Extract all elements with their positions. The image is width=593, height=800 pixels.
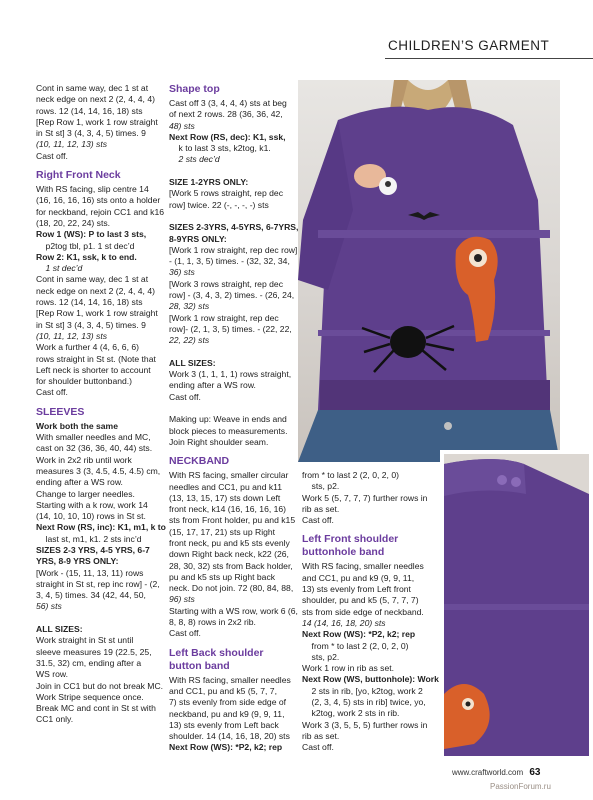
text-line: 3, 4, 5) times. 34 (42, 44, 50, (36, 590, 146, 601)
text-line: 36) sts (169, 267, 195, 278)
text-line: Cast off. (169, 628, 201, 639)
header-rule (385, 58, 593, 59)
text-line: CC1 only. (36, 714, 74, 725)
heading-buttonhole-band: buttonhole band (302, 546, 385, 559)
heading-neckband: NECKBAND (169, 455, 230, 468)
text-line: Row 2: K1, ssk, k to end. (36, 251, 137, 262)
text-line: (2, 3, 4, 5) sts in rib] twice, yo, (302, 697, 426, 708)
text-line: 31.5, 32) cm, ending after a (36, 657, 142, 668)
text-line: SIZE 1-2YRS ONLY: (169, 177, 249, 188)
text-line: from * to last 2 (2, 0, 2, 0) (302, 470, 399, 480)
text-line: (16, 16, 16, 16) sts onto a holder (36, 195, 161, 206)
text-line: 2 sts in rib, [yo, k2tog, work 2 (302, 685, 423, 696)
text-line: With RS facing, smaller circular (169, 470, 289, 481)
text-line: (18, 20, 22, 24) sts. (36, 217, 111, 228)
text-line: Making up: Weave in ends and (169, 414, 287, 425)
heading-left-front-shoulder: Left Front shoulder (302, 533, 399, 546)
text-line: for neckband, rejoin CC1 and k16 (36, 206, 165, 217)
text-line: 14 (14, 16, 18, 20) sts (302, 617, 386, 628)
text-line: WS row. (36, 669, 68, 680)
text-line: neck edge on next 2 (2, 4, 4, 4) (36, 285, 155, 296)
text-line: Work straight in St st until (36, 635, 134, 646)
text-line: [Work 5 rows straight, rep dec (169, 188, 283, 199)
text-line: Next Row (WS, buttonhole): Work (302, 674, 439, 685)
text-line (36, 613, 164, 624)
text-line: shoulder. 14 (14, 16, 18, 20) sts (169, 731, 290, 742)
text-line: Starting with a k row, work 14 (36, 499, 148, 510)
text-line: (15, 17, 17, 21) sts up Right (169, 526, 276, 537)
text-line: and CC1, pu and k5 (5, 7, 7, (169, 685, 277, 696)
text-line: in St st] 3 (4, 3, 4, 5) times. 9 (36, 319, 146, 330)
text-line: down Right back neck, k22 (26, (169, 549, 289, 560)
text-line (169, 166, 289, 177)
heading-button-band: button band (169, 659, 230, 672)
text-line: 13) sts evenly from Left front (302, 584, 411, 595)
left-back-block (169, 675, 289, 754)
text-line (169, 211, 289, 222)
page-number: 63 (529, 767, 541, 778)
text-line: Work 3 (1, 1, 1, 1) rows straight, (169, 369, 292, 380)
text-line: neck. Do not join. 72 (80, 84, 88, (169, 583, 294, 594)
text-line: Work in 2x2 rib until work (36, 454, 132, 465)
text-line: k2tog, work 2 sts in rib. (302, 708, 400, 719)
text-line: 48) sts (169, 120, 195, 131)
text-line: Cast off. (302, 742, 334, 753)
text-line: [Work 3 rows straight, rep dec (169, 278, 283, 289)
text-line: Work 1 row in rib as set. (302, 663, 395, 674)
text-line: Next Row (RS, dec): K1, ssk, (169, 131, 286, 142)
text-line: sts from side edge of neckband. (302, 606, 424, 617)
neckband-block (169, 470, 298, 639)
heading-left-back-shoulder: Left Back shoulder (169, 646, 264, 659)
text-line: (13, 13, 15, 17) sts down Left (169, 492, 281, 503)
text-line: pu and k5 sts up Right back (169, 571, 276, 582)
column-1 (36, 83, 164, 726)
photo-shoulder-detail (440, 450, 593, 760)
text-line: rows straight in St st. (Note that (36, 353, 156, 364)
text-line: Cont in same way, dec 1 st at (36, 274, 149, 285)
text-line: neckband, pu and k9 (9, 9, 11, (169, 708, 285, 719)
text-line: (10, 11, 12, 13) sts (36, 139, 108, 150)
text-line: 28, 30, 32) sts from Back holder, (169, 560, 293, 571)
text-line: Cast off. (302, 515, 334, 526)
text-line (169, 347, 289, 358)
text-line: [Rep Row 1, work 1 row straight (36, 308, 158, 319)
text-line: of next 2 rows. 28 (36, 36, 42, (169, 109, 283, 120)
text-line: [Work 1 row straight, rep dec (169, 312, 279, 323)
text-line: rib as set. (302, 730, 340, 741)
text-line: 28, 32) sts (169, 301, 210, 312)
text-line: - (1, 1, 3, 5) times. - (32, 32, 34, (169, 256, 290, 267)
heading-shape-top: Shape top (169, 83, 220, 95)
text-line: Break MC and cont in St st with (36, 703, 156, 714)
text-line: ending after a WS row. (169, 380, 256, 391)
text-line: With smaller needles and MC, (36, 432, 151, 443)
text-line: YRS, 8-9 YRS ONLY: (36, 556, 119, 567)
text-line: sts, p2. (302, 651, 340, 662)
heading-right-front-neck: Right Front Neck (36, 169, 121, 182)
heading-sleeves: SLEEVES (36, 405, 85, 418)
text-line: straight in St st, rep inc row] - (2, (36, 578, 160, 589)
text-line: needles and CC1, pu and k11 (169, 481, 283, 492)
text-line: SIZES 2-3YRS, 4-5YRS, 6-7YRS, (169, 222, 299, 233)
text-line: [Work - (15, 11, 13, 11) rows (36, 567, 144, 578)
text-line: 13) sts evenly from Left back (169, 719, 279, 730)
text-line: SIZES 2-3 YRS, 4-5 YRS, 6-7 (36, 544, 150, 555)
text-line: cast on 32 (36, 36, 40, 44) sts. (36, 443, 153, 454)
text-line: 56) sts (36, 601, 62, 612)
text-line: ALL SIZES: (36, 624, 83, 635)
text-line: Row 1 (WS): P to last 3 sts, (36, 229, 147, 240)
text-line: (10, 11, 12, 13) sts (36, 330, 108, 341)
text-line: Cast off. (36, 150, 68, 161)
text-line: Starting with a WS row, work 6 (6, (169, 605, 298, 616)
sleeves-block (36, 432, 164, 726)
text-line: sts from Front holder, pu and k15 (169, 515, 296, 526)
shoulder-illustration (444, 454, 589, 756)
text-line: shoulder, pu and k5 (5, 7, 7, 7) (302, 595, 419, 606)
text-line: sts, p2. (302, 481, 340, 492)
text-line: Join Right shoulder seam. (169, 436, 269, 447)
text-line: Work 3 (3, 5, 5, 5) further rows in (302, 719, 428, 730)
text-line: measures 3 (3, 4.5, 4.5, 4.5) cm, (36, 465, 161, 476)
intro-block (36, 83, 164, 162)
column-2 (169, 83, 299, 754)
text-line: 22, 22) sts (169, 335, 210, 346)
section-title: CHILDREN’S GARMENT (388, 38, 550, 53)
text-line: Next Row (WS): *P2, k2; rep (169, 742, 283, 753)
text-line: Change to larger needles. (36, 488, 135, 499)
text-line: Cast off 3 (3, 4, 4, 4) sts at beg (169, 98, 287, 108)
shape-top-block (169, 98, 299, 448)
text-line: for shoulder buttonband.) (36, 376, 133, 387)
text-line: Next Row (WS): *P2, k2; rep (302, 629, 416, 640)
text-line: Work 5 (5, 7, 7, 7) further rows in (302, 492, 428, 503)
text-line: front neck, k14 (16, 16, 16, 16) (169, 504, 287, 515)
text-line: 7) sts evenly from side edge of (169, 697, 287, 708)
footer-url[interactable]: www.craftworld.com (452, 768, 524, 777)
text-line: last st, m1, k1. 2 sts inc’d (36, 533, 142, 544)
text-line: ALL SIZES: (169, 357, 216, 368)
text-line: Work a further 4 (4, 6, 6, 6) (36, 342, 140, 353)
text-line: 1 st dec’d (36, 263, 83, 274)
text-line: Cont in same way, dec 1 st at (36, 83, 149, 93)
photo-child-sweater (298, 80, 560, 462)
text-line: and CC1, pu and k9 (9, 9, 11, (302, 572, 415, 583)
col3-top-block (302, 470, 430, 526)
column-3 (302, 470, 439, 754)
text-line: With RS facing, smaller needles (169, 674, 291, 685)
text-line (169, 403, 289, 414)
text-line: in St st] 3 (4, 3, 4, 5) times. 9 (36, 128, 146, 139)
text-line: 96) sts (169, 594, 195, 605)
text-line: row] twice. 22 (-, -, -, -) sts (169, 199, 269, 210)
subheading-sleeves: Work both the same (36, 420, 118, 431)
text-line: 8, 8, 8) rows in 2x2 rib. (169, 617, 256, 628)
text-line: row] - (3, 4, 3, 2) times. - (26, 24, (169, 290, 295, 301)
text-line: Cast off. (169, 391, 201, 402)
text-line: neck edge on next 2 (2, 4, 4, 4) (36, 94, 155, 105)
text-line: sleeve measures 19 (22.5, 25, (36, 646, 152, 657)
watermark: PassionForum.ru (490, 782, 551, 791)
text-line: Work Stripe sequence once. (36, 691, 144, 702)
right-front-neck-block (36, 184, 164, 399)
text-line: rib as set. (302, 503, 340, 514)
text-line: front neck, pu and k5 sts evenly (169, 537, 290, 548)
text-line: With RS facing, smaller needles (302, 561, 424, 572)
text-line: (14, 10, 10, 10) rows in St st. (36, 511, 146, 522)
text-line: Next Row (RS, inc): K1, m1, k to (36, 522, 166, 533)
text-line: Cast off. (36, 387, 68, 398)
text-line: block pieces to measurements. (169, 425, 288, 436)
text-line: row]- (2, 1, 3, 5) times. - (22, 22, (169, 323, 292, 334)
text-line: Join in CC1 but do not break MC. (36, 680, 164, 691)
text-line: rows. 12 (14, 14, 16, 18) sts (36, 105, 143, 116)
text-line: ending after a WS row. (36, 477, 123, 488)
text-line: 8-9YRS ONLY: (169, 233, 227, 244)
text-line: With RS facing, slip centre 14 (36, 184, 149, 195)
text-line: Left neck is shorter to account (36, 364, 151, 375)
text-line: [Rep Row 1, work 1 row straight (36, 116, 158, 127)
left-front-block (302, 561, 439, 753)
text-line: p2tog tbl, p1. 1 st dec’d (36, 240, 135, 251)
text-line: from * to last 2 (2, 0, 2, 0) (302, 640, 409, 651)
text-line: [Work 1 row straight, rep dec row] (169, 244, 298, 255)
page-footer (452, 767, 540, 778)
text-line: k to last 3 sts, k2tog, k1. (169, 143, 271, 154)
text-line: 2 sts dec’d (169, 154, 220, 165)
sweater-illustration (298, 80, 560, 462)
text-line: rows. 12 (14, 14, 16, 18) sts (36, 297, 143, 308)
